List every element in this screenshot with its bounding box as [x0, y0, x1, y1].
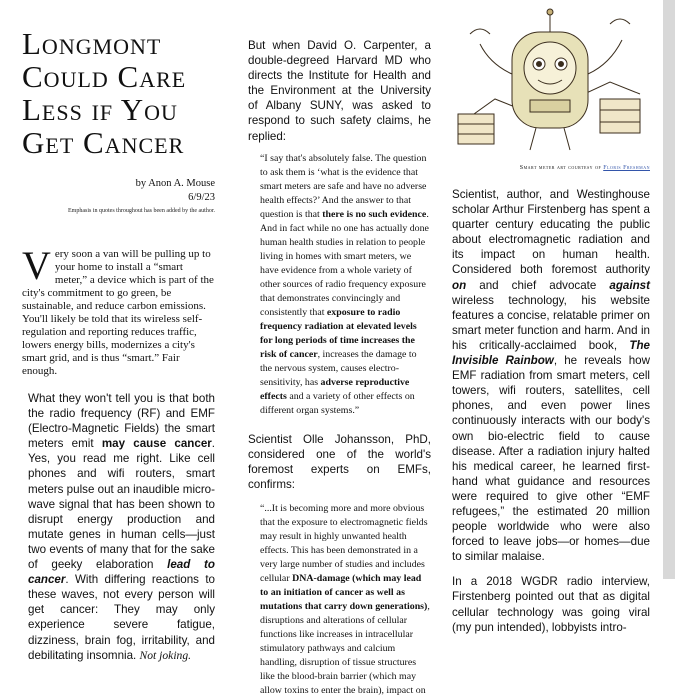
quote-carpenter: “I say that's absolutely false. The question to ask them is ‘what is the evidence that smart meters are safe and have no adverse health effects?’ And the answer to that question is that there is no such evidence. And in fact while no one has actually done human health studies in relation to people living in homes with smart meters, we have evidence from a whole variety of other sources of radio frequency exposure that demonstrates convincingly and consistently that exposure to radio frequency radiation at elevated levels for long periods of time increases the risk of cancer, increases the damage to the nervous system, causes electro-sensitivity, has adverse reproductive effects and a variety of other effects on different organ systems.”	[260, 152, 429, 416]
body-paragraph-1: What they won't tell you is that both the radio frequency (RF) and EMF (Electro-Magnetic Fields) the smart meters emit may cause cancer. Yes, you read me right. Like cell phones and wifi routers, smart meters pulse out an inaudible micro-wave signal that has been shown to disrupt energy production and mutate genes in human cells—just two events of many that for the sake of geeky elaboration lead to cancer. With differing reactions to these waves, not every person will get cancer: They may only experience severe fatigue, dizziness, brain fog, irritability, and debilitating insomnia. Not joking.	[28, 392, 216, 662]
lede-paragraph: Very soon a van will be pulling up to your home to install a “smart meter,” a device which is part of the city's commitment to go green, be sustainable, and reduce carbon emissions. You'll likely be told that its wireless self-regulation and reporting reduces traffic, lowers energy bills, modernizes a city's smart grid, and is thus “smart.” Fair enough.	[22, 243, 214, 377]
column-2	[248, 0, 431, 698]
column-3	[450, 0, 650, 635]
body-paragraph-johansson: Scientist Olle Johansson, PhD, considered one of the world's foremost experts on EMFs, confirms:	[248, 432, 431, 491]
body-paragraph-carpenter: But when David O. Carpenter, a double-degreed Harvard MD who directs the Institute for Health and the Environment at the University of Albany SUNY, was asked to respond to such safety claims, he replied:	[248, 39, 431, 143]
drop-cap: V	[22, 243, 51, 288]
byline	[22, 177, 215, 205]
article-title: Longmont Could Care Less if You Get Cancer	[22, 26, 187, 160]
emphasis-note: Emphasis in quotes throughout has been added by the author.	[68, 208, 215, 214]
caption-link[interactable]: Floris Freshman	[603, 165, 650, 171]
page-edge	[663, 0, 675, 579]
body-paragraph-radio: In a 2018 WGDR radio interview, Firstenberg pointed out that as digital cellular technology was going viral (my pun intended), lobbyists intro-	[452, 575, 650, 634]
quote-johansson: “...It is becoming more and more obvious that the exposure to electromagnetic fields may result in highly unwanted health effects. This has been demonstrated in a very large number of studies and includes cellular DNA-damage (which may lead to an initiation of cancer as well as mutations that carry down generations), disruptions and alterations of cellular functions like increases in intracellular stimulatory pathways and calcium handling, disruption of tissue structures like the blood-brain barrier (which may allow toxins to enter the brain), impact on	[260, 503, 430, 697]
column-1	[22, 0, 215, 663]
smart-meter-illustration	[450, 4, 646, 156]
author: by Anon A. Mouse	[135, 178, 215, 189]
illustration-caption: Smart meter art courtesy of Floris Freshman	[519, 165, 650, 171]
body-paragraph-firstenberg: Scientist, author, and Westinghouse scholar Arthur Firstenberg has spent a quarter century educating the public about electromagnetic radiation and its impact on human health. Considered both foremost authority on and chief advocate against wireless technology, his website features a concise, relatable primer on smart meter function and harm. And in his critically-acclaimed book, The Invisible Rainbow, he reveals how EMF radiation from smart meters, cell towers, wifi routers, satellites, cell phones, and even power lines continuously interacts with our body's own bio-electric field to cause disease. After a radiation injury halted his medical career, he learned first-hand what guidance and resources were required to give other “EMF refugees,” the estimated 20 million people worldwide who were also forced to leave jobs—or homes—due to similar malaise.	[452, 188, 650, 564]
date: 6/9/23	[188, 192, 215, 203]
